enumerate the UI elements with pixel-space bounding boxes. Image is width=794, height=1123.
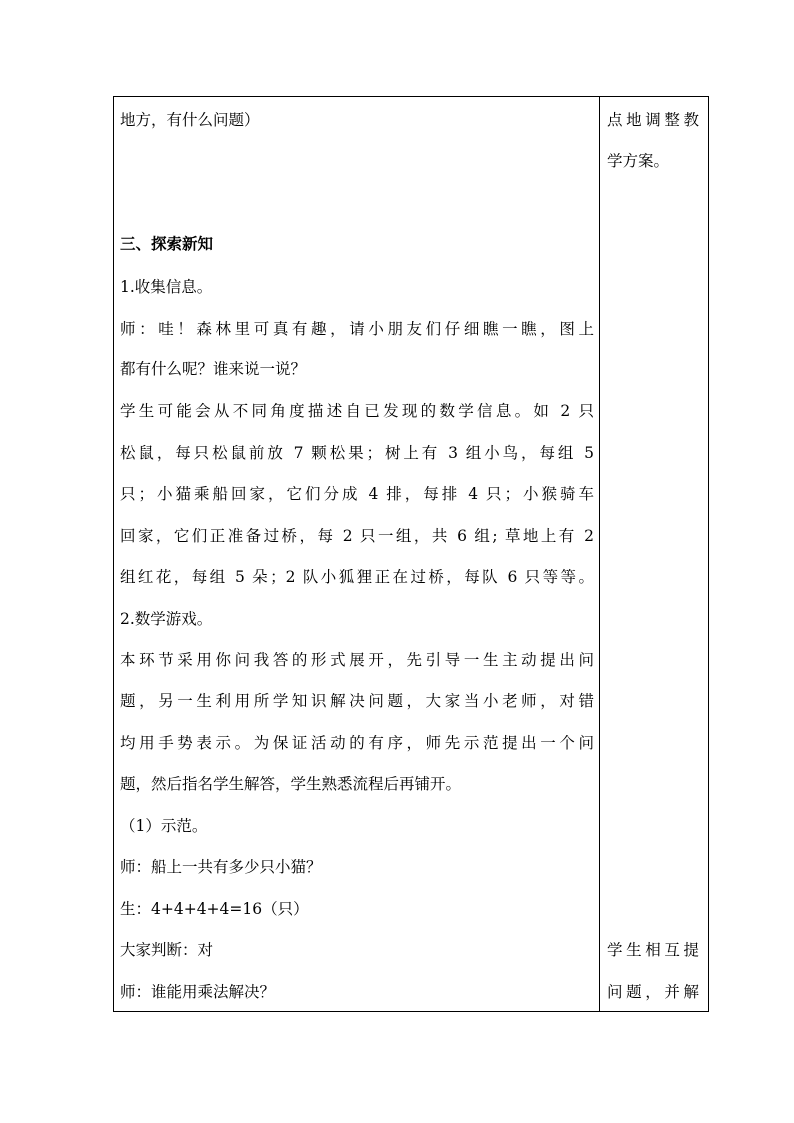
text-line: 回家，它们正准备过桥，每 2 只一组，共 6 组; 草地上有 2 — [120, 527, 594, 545]
text-line: 大家判断：对 — [120, 941, 214, 959]
text-line: 生：4+4+4+4=16（只） — [120, 900, 309, 918]
text-line: （1）示范。 — [120, 817, 208, 835]
text-line: 都有什么呢？谁来说一说？ — [120, 360, 307, 378]
subsection-heading: 1.收集信息。 — [120, 278, 213, 296]
column-divider — [599, 97, 600, 1011]
text-line: 题，另一生利用所学知识解决问题，大家当小老师，对错 — [120, 692, 594, 710]
text-line: 题，然后指名学生解答，学生熟悉流程后再铺开。 — [120, 775, 462, 793]
lesson-plan-table — [113, 96, 709, 1012]
text-line: 师：哇！森林里可真有趣，请小朋友们仔细瞧一瞧，图上 — [120, 320, 594, 338]
text-line: 地方，有什么问题） — [120, 111, 260, 129]
subsection-heading: 2.数学游戏。 — [120, 610, 213, 628]
text-line: 师：船上一共有多少只小猫？ — [120, 858, 322, 876]
text-line: 只；小猫乘船回家，它们分成 4 排，每排 4 只；小猴骑车 — [120, 485, 594, 503]
text-line: 组红花，每组 5 朵；2 队小狐狸正在过桥，每队 6 只等等。 — [120, 568, 594, 586]
text-line: 松鼠，每只松鼠前放 7 颗松果；树上有 3 组小鸟，每组 5 — [120, 444, 594, 462]
text-line: 均用手势表示。为保证活动的有序，师先示范提出一个问 — [120, 734, 594, 752]
text-line: 师：谁能用乘法解决？ — [120, 983, 276, 1001]
side-note-line: 问题，并解 — [607, 983, 699, 1001]
text-line: 学生可能会从不同角度描述自已发现的数学信息。如 2 只 — [120, 402, 594, 420]
side-note-line: 点地调整教 — [607, 111, 699, 129]
side-note-line: 学方案。 — [607, 152, 670, 170]
section-heading: 三、探索新知 — [120, 234, 214, 253]
text-line: 本环节采用你问我答的形式展开，先引导一生主动提出问 — [120, 651, 594, 669]
side-note-line: 学生相互提 — [607, 941, 699, 959]
